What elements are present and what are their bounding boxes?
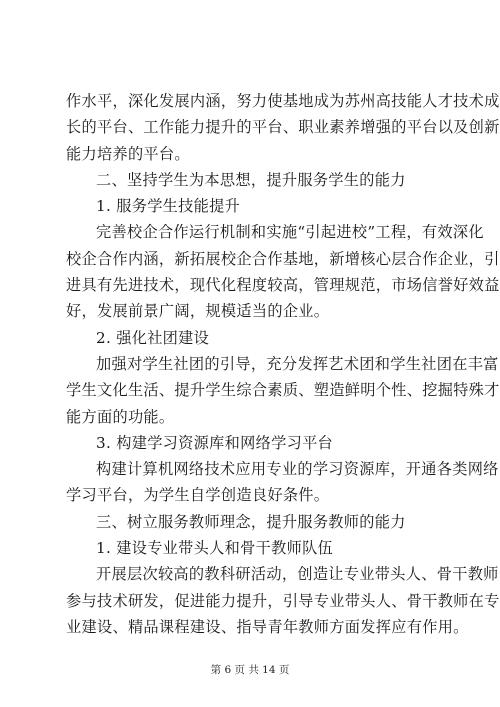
- body-text-line: 开展层次较高的教科研活动，创造让专业带头人、骨干教师: [96, 565, 499, 584]
- body-text-line: 加强对学生社团的引导，充分发挥艺术团和学生社团在丰富: [96, 354, 499, 373]
- body-text-line: 构建计算机网络技术应用专业的学习资源库，开通各类网络: [96, 460, 499, 479]
- body-text-line: 作水平，深化发展内涵，努力使基地成为苏州高技能人才技术成: [66, 92, 500, 110]
- body-text-line: 参与技术研发，促进能力提升，引导专业带头人、骨干教师在专: [66, 591, 500, 610]
- body-text-line: 业建设、精品课程建设、指导青年教师方面发挥应有作用。: [66, 617, 469, 636]
- body-text-line: 校企合作内涵，新拓展校企合作基地，新增核心层合作企业，引: [66, 249, 500, 268]
- body-text-line: 能方面的功能。: [66, 407, 175, 426]
- body-text-line: 能力培养的平台。: [66, 144, 190, 163]
- body-text-line: 长的平台、工作能力提升的平台、职业素养增强的平台以及创新: [66, 118, 500, 137]
- subsection-heading: 3. 构建学习资源库和网络学习平台: [96, 433, 334, 452]
- section-heading: 二、坚持学生为本思想，提升服务学生的能力: [96, 170, 406, 189]
- page-number-footer: 第 6 页 共 14 页: [210, 664, 290, 676]
- body-text-line: 学生文化生活、提升学生综合素质、塑造鲜明个性、挖掘特殊才: [66, 381, 500, 400]
- subsection-heading: 1. 服务学生技能提升: [96, 197, 241, 216]
- subsection-heading: 2. 强化社团建设: [96, 328, 210, 347]
- body-text-line: 进具有先进技术，现代化程度较高，管理规范，市场信誉好效益: [66, 276, 500, 295]
- body-text-line: 好，发展前景广阔，规模适当的企业。: [66, 302, 330, 321]
- section-heading: 三、树立服务教师理念，提升服务教师的能力: [96, 512, 406, 531]
- body-text-line: 完善校企合作运行机制和实施“引起进校”工程，有效深化: [96, 223, 484, 242]
- subsection-heading: 1. 建设专业带头人和骨干教师队伍: [96, 539, 334, 558]
- document-body: [66, 88, 500, 640]
- body-text-line: 学习平台，为学生自学创造良好条件。: [66, 486, 330, 505]
